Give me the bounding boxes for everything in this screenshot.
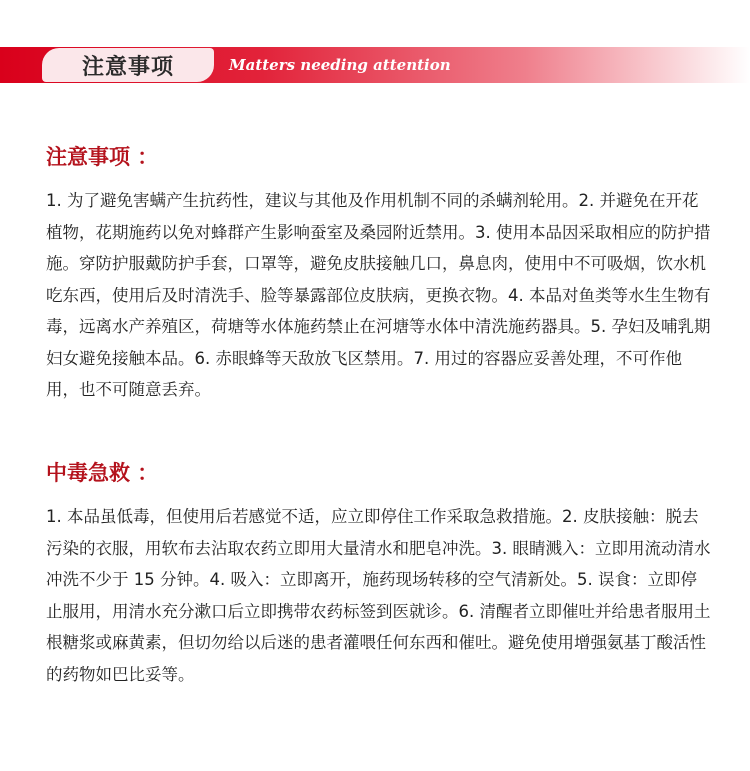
- banner-title: 注意事项: [42, 48, 214, 82]
- precautions-heading: 注意事项 ：: [46, 145, 159, 169]
- precautions-section: [46, 142, 712, 406]
- first-aid-heading: 中毒急救 ：: [46, 461, 159, 485]
- banner-subtitle: Matters needing attention: [229, 56, 451, 74]
- first-aid-section: [46, 458, 712, 690]
- first-aid-body: 1. 本品虽低毒，但使用后若感觉不适，应立即停住工作采取急救措施。2. 皮肤接触：脱去污染的衣服，用软布去沾取农药立即用大量清水和肥皂冲洗。3. 眼睛溅入：立即用流动清水冲洗不少于 15 分钟。4. 吸入：立即离开，施药现场转移的空气清新处。5. 误食：立即停止服用，用清水充分漱口后立即携带农药标签到医就诊。6. 清醒者立即催吐并给患者服用土根糖浆或麻黄素，但切勿给以后迷的患者灌喂任何东西和催吐。避免使用增强氨基丁酸活性的药物如巴比妥等。: [46, 507, 711, 684]
- precautions-body: 1. 为了避免害螨产生抗药性，建议与其他及作用机制不同的杀螨剂轮用。2. 并避免在开花植物，花期施药以免对蜂群产生影响蚕室及桑园附近禁用。3. 使用本品因采取相应的防护措施。穿防护服戴防护手套，口罩等，避免皮肤接触几口，鼻息肉，使用中不可吸烟，饮水机吃东西，使用后及时清洗手、脸等暴露部位皮肤病，更换衣物。4. 本品对鱼类等水生生物有毒，远离水产养殖区，荷塘等水体施药禁止在河塘等水体中清洗施药器具。5. 孕妇及哺乳期妇女避免接触本品。6. 赤眼蜂等天敌放飞区禁用。7. 用过的容器应妥善处理，不可作他用，也不可随意丢弃。: [46, 191, 711, 399]
